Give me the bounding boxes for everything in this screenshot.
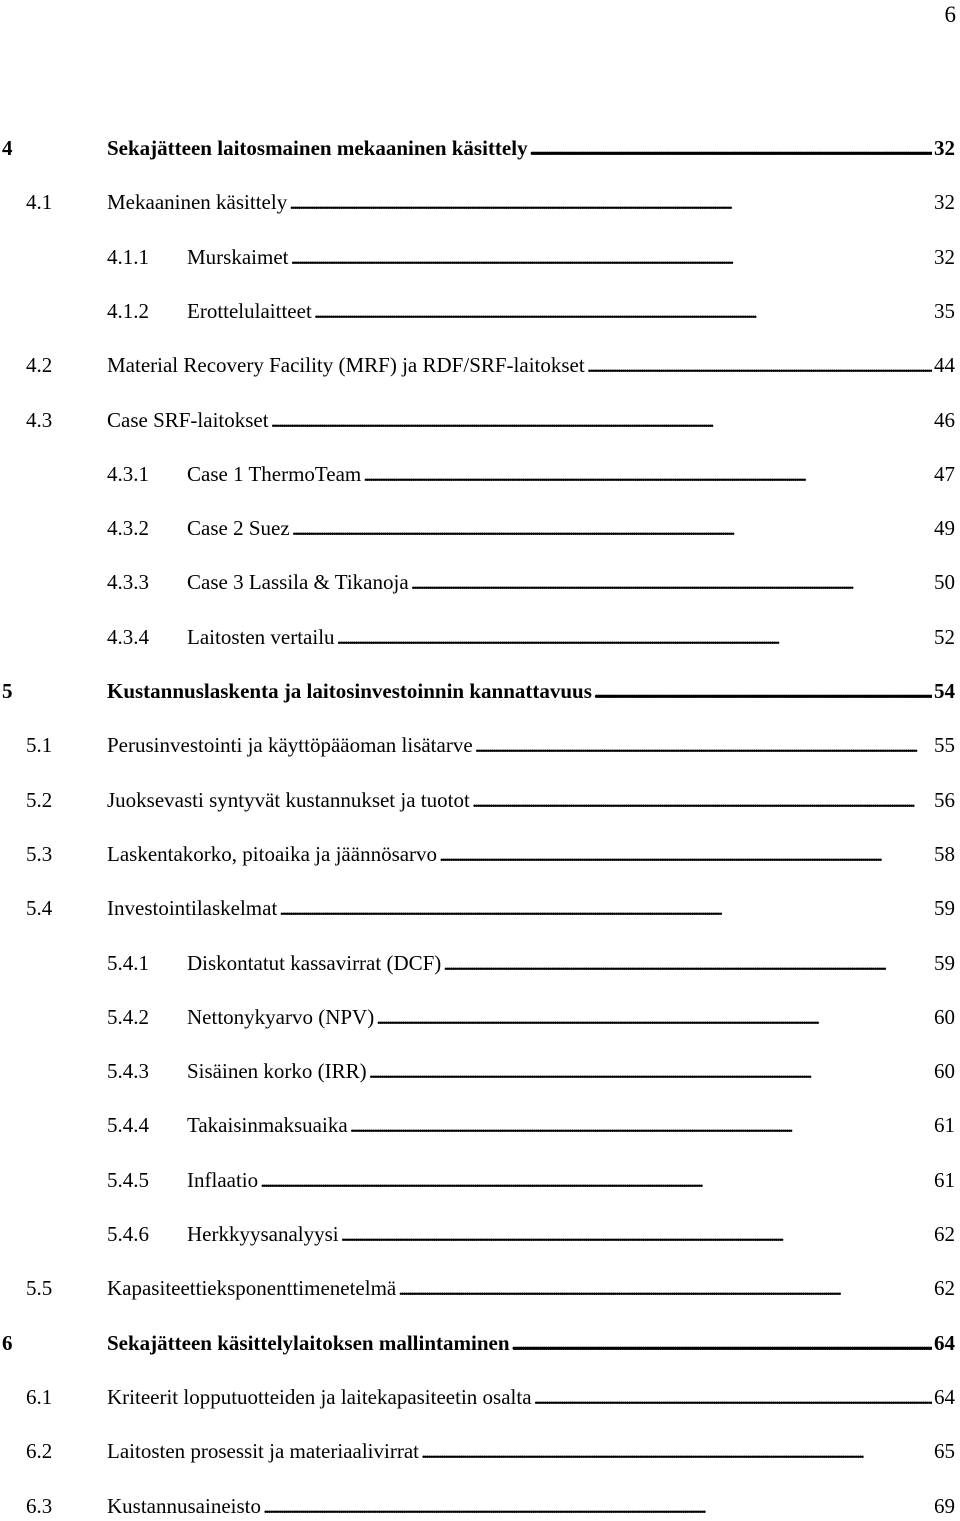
toc-entry-title: Case 1 ThermoTeam <box>187 462 362 486</box>
dot-leader <box>279 893 932 923</box>
toc-entry-page: 46 <box>934 408 955 432</box>
toc-entry-title: Nettonykyarvo (NPV) <box>187 1005 375 1029</box>
toc-entry-title: Sekajätteen käsittelylaitoksen mallintaminen <box>107 1331 510 1355</box>
toc-entry[interactable] <box>0 1273 955 1303</box>
toc-entry[interactable] <box>0 1056 955 1086</box>
toc-entry[interactable] <box>0 1110 955 1140</box>
toc-entry-number: 5.3 <box>26 842 53 866</box>
toc-entry[interactable] <box>0 405 955 435</box>
toc-entry[interactable] <box>0 622 955 652</box>
toc-entry-page: 58 <box>934 842 955 866</box>
toc-entry[interactable] <box>0 1219 955 1249</box>
toc-entry[interactable] <box>0 676 955 706</box>
toc-entry[interactable] <box>0 133 955 163</box>
toc-entry-number: 5.2 <box>26 788 53 812</box>
toc-entry-title: Kustannusaineisto <box>107 1494 261 1518</box>
toc-entry-page: 61 <box>934 1113 955 1137</box>
dot-leader <box>475 730 932 760</box>
dot-leader <box>534 1382 932 1412</box>
toc-entry-page: 49 <box>934 516 955 540</box>
toc-entry-page: 44 <box>934 353 955 377</box>
toc-entry-page: 62 <box>934 1276 955 1300</box>
toc-entry[interactable] <box>0 1491 955 1521</box>
toc-entry-title: Laitosten vertailu <box>187 625 335 649</box>
toc-entry-title: Case SRF-laitokset <box>107 408 269 432</box>
toc-entry-page: 60 <box>934 1005 955 1029</box>
toc-entry-page: 32 <box>934 136 955 160</box>
toc-entry-number: 4.3 <box>26 408 53 432</box>
dot-leader <box>376 1002 932 1032</box>
toc-entry[interactable] <box>0 1328 955 1358</box>
dot-leader <box>443 948 932 978</box>
toc-entry-title: Kustannuslaskenta ja laitosinvestoinnin kannattavuus <box>107 679 592 703</box>
toc-entry-title: Sekajätteen laitosmainen mekaaninen käsittely <box>107 136 528 160</box>
toc-entry[interactable] <box>0 730 955 760</box>
dot-leader <box>290 242 932 272</box>
dot-leader <box>439 839 932 869</box>
dot-leader <box>341 1219 932 1249</box>
toc-entry-title: Sisäinen korko (IRR) <box>187 1059 367 1083</box>
toc-entry-number: 5.5 <box>26 1276 53 1300</box>
toc-entry-number: 4.3.4 <box>107 625 149 649</box>
toc-entry[interactable] <box>0 1436 955 1466</box>
dot-leader <box>292 513 932 543</box>
toc-entry-page: 47 <box>934 462 955 486</box>
toc-entry-number: 4.3.3 <box>107 570 149 594</box>
toc-entry-page: 62 <box>934 1222 955 1246</box>
toc-entry-number: 6.2 <box>26 1439 53 1463</box>
toc-entry[interactable] <box>0 242 955 272</box>
toc-entry-number: 4 <box>2 136 13 160</box>
toc-entry-title: Juoksevasti syntyvät kustannukset ja tuotot <box>107 788 470 812</box>
toc-entry-number: 4.1.1 <box>107 245 149 269</box>
toc-entry-page: 32 <box>934 190 955 214</box>
toc-entry-title: Case 2 Suez <box>187 516 290 540</box>
toc-entry-number: 4.2 <box>26 353 53 377</box>
dot-leader <box>337 622 932 652</box>
toc-entry-number: 6 <box>2 1331 13 1355</box>
toc-entry-title: Diskontatut kassavirrat (DCF) <box>187 951 442 975</box>
toc-entry-title: Kriteerit lopputuotteiden ja laitekapasiteetin osalta <box>107 1385 532 1409</box>
page-number: 6 <box>944 2 956 27</box>
toc-entry[interactable] <box>0 893 955 923</box>
dot-leader <box>263 1491 932 1521</box>
toc-entry-title: Inflaatio <box>187 1168 259 1192</box>
toc-entry[interactable] <box>0 513 955 543</box>
toc-entry-page: 60 <box>934 1059 955 1083</box>
toc-entry-title: Investointilaskelmat <box>107 896 278 920</box>
dot-leader <box>350 1110 932 1140</box>
toc-entry[interactable] <box>0 1002 955 1032</box>
toc-entry[interactable] <box>0 296 955 326</box>
toc-entry[interactable] <box>0 785 955 815</box>
toc-entry-page: 59 <box>934 951 955 975</box>
toc-entry-page: 65 <box>934 1439 955 1463</box>
toc-entry-number: 4.3.1 <box>107 462 149 486</box>
toc-entry-number: 5.1 <box>26 733 53 757</box>
toc-entry-title: Case 3 Lassila & Tikanoja <box>187 570 409 594</box>
dot-leader <box>314 296 932 326</box>
dot-leader <box>363 459 932 489</box>
toc-entry-number: 5.4.4 <box>107 1113 149 1137</box>
toc-entry-number: 4.1 <box>26 190 53 214</box>
toc-entry-title: Herkkyysanalyysi <box>187 1222 339 1246</box>
toc-entry[interactable] <box>0 1165 955 1195</box>
toc-entry-title: Mekaaninen käsittely <box>107 190 288 214</box>
toc-entry-number: 5.4.6 <box>107 1222 149 1246</box>
toc-entry[interactable] <box>0 567 955 597</box>
toc-entry-title: Murskaimet <box>187 245 289 269</box>
dot-leader <box>587 350 932 380</box>
toc-entry-page: 32 <box>934 245 955 269</box>
toc-entry-page: 55 <box>934 733 955 757</box>
dot-leader <box>411 567 932 597</box>
toc-entry-page: 54 <box>934 679 955 703</box>
dot-leader <box>271 405 932 435</box>
toc-entry-number: 6.1 <box>26 1385 53 1409</box>
toc-entry-number: 5 <box>2 679 13 703</box>
toc-entry-number: 6.3 <box>26 1494 53 1518</box>
dot-leader <box>289 187 932 217</box>
dot-leader <box>530 133 932 163</box>
toc-entry-page: 61 <box>934 1168 955 1192</box>
toc-entry[interactable] <box>0 350 955 380</box>
toc-entry-page: 59 <box>934 896 955 920</box>
toc-entry-title: Takaisinmaksuaika <box>187 1113 348 1137</box>
toc-entry-page: 35 <box>934 299 955 323</box>
toc-entry-title: Laitosten prosessit ja materiaalivirrat <box>107 1439 419 1463</box>
dot-leader <box>260 1165 932 1195</box>
dot-leader <box>472 785 932 815</box>
dot-leader <box>594 676 932 706</box>
toc-entry-page: 64 <box>934 1385 955 1409</box>
toc-entry-title: Perusinvestointi ja käyttöpääoman lisätarve <box>107 733 473 757</box>
dot-leader <box>421 1436 932 1466</box>
toc-entry-title: Material Recovery Facility (MRF) ja RDF/SRF-laitokset <box>107 353 585 377</box>
toc-entry-page: 56 <box>934 788 955 812</box>
toc-entry-title: Erottelulaitteet <box>187 299 312 323</box>
toc-entry-number: 5.4.1 <box>107 951 149 975</box>
toc-entry[interactable] <box>0 1382 955 1412</box>
toc-entry[interactable] <box>0 948 955 978</box>
toc-entry-number: 5.4.5 <box>107 1168 149 1192</box>
toc-entry-number: 4.3.2 <box>107 516 149 540</box>
toc-entry-number: 5.4 <box>26 896 53 920</box>
toc-entry-page: 69 <box>934 1494 955 1518</box>
toc-entry[interactable] <box>0 839 955 869</box>
toc-entry-number: 5.4.2 <box>107 1005 149 1029</box>
toc-entry-page: 52 <box>934 625 955 649</box>
dot-leader <box>398 1273 932 1303</box>
dot-leader <box>512 1328 933 1358</box>
toc-entry-title: Kapasiteettieksponenttimenetelmä <box>107 1276 397 1300</box>
toc-entry[interactable] <box>0 187 955 217</box>
toc-entry[interactable] <box>0 459 955 489</box>
toc-entry-title: Laskentakorko, pitoaika ja jäännösarvo <box>107 842 438 866</box>
toc-entry-page: 50 <box>934 570 955 594</box>
dot-leader <box>369 1056 932 1086</box>
toc-entry-number: 5.4.3 <box>107 1059 149 1083</box>
toc-entry-page: 64 <box>934 1331 955 1355</box>
toc-entry-number: 4.1.2 <box>107 299 149 323</box>
